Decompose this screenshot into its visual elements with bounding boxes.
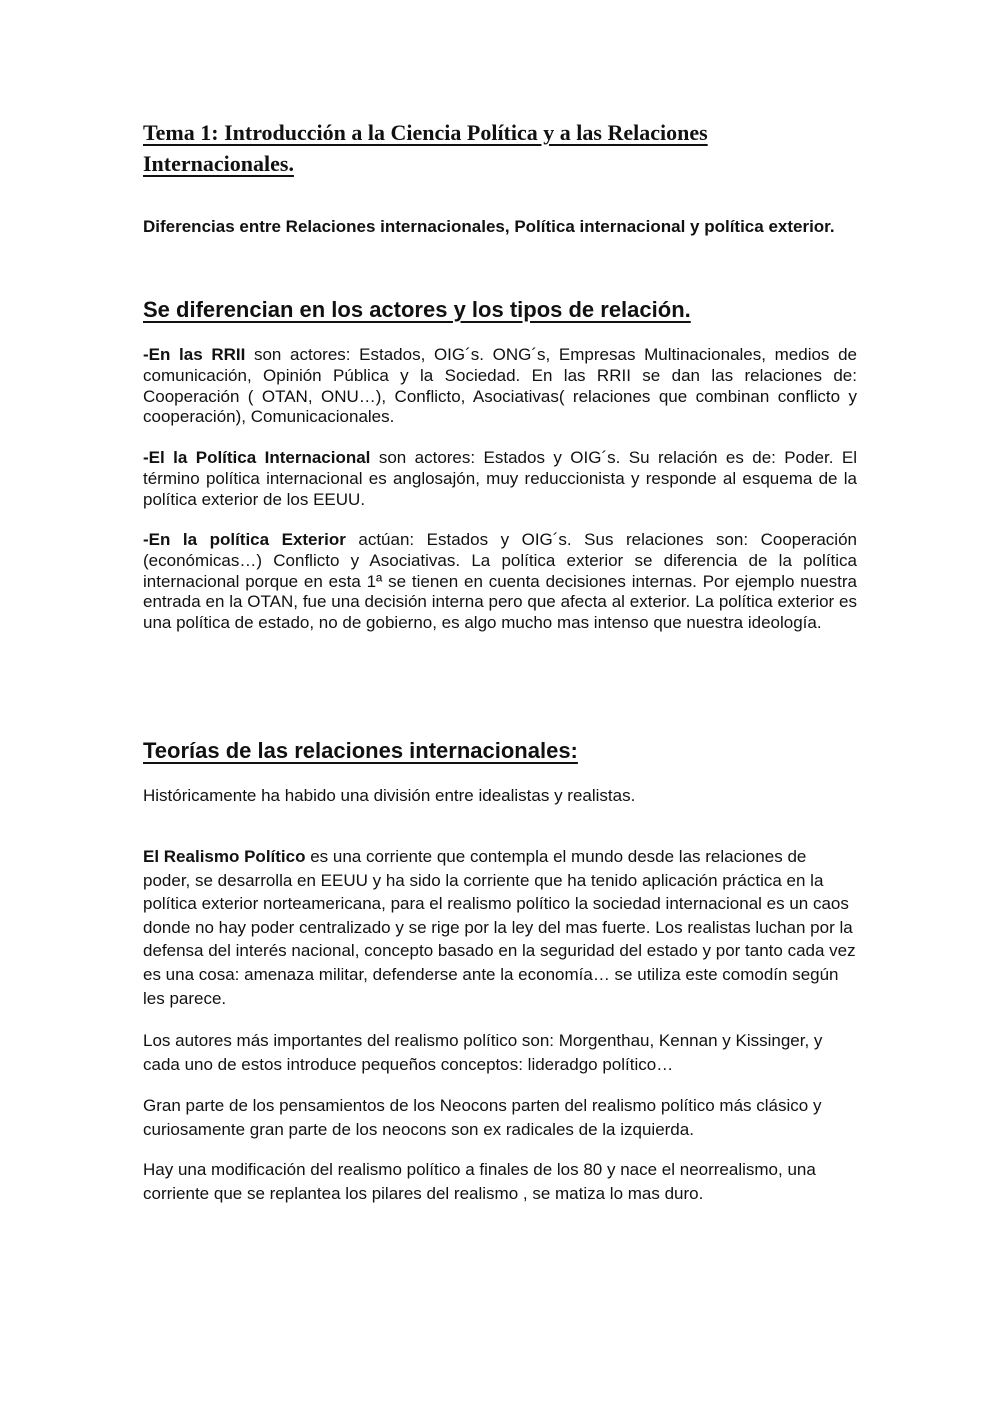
paragraph-rrii-text: son actores: Estados, OIG´s. ONG´s, Empresas Multinacionales, medios de comunicación, Opinión Pública y la Sociedad. En las RRII se dan las relaciones de: Cooperación ( OTAN, ONU…), Conflicto, Asociativas( relaciones que combinan conflicto y cooperación), Comunicacionales.: [143, 345, 857, 427]
document-title: Tema 1: Introducción a la Ciencia Política y a las Relaciones Internacionales.: [143, 120, 708, 176]
section-heading-theories: Teorías de las relaciones internacionales:: [143, 738, 578, 763]
paragraph-realismo-text: es una corriente que contempla el mundo desde las relaciones de poder, se desarrolla en EEUU y ha sido la corriente que ha tenido aplicación práctica en la política exterior norteamericana, para el realismo político la sociedad internacional es un caos donde no hay poder centralizado y se rige por la ley del mas fuerte. Los realistas luchan por la defensa del interés nacional, concepto basado en la seguridad del estado y por tanto cada vez es una cosa: amenaza militar, defenderse ante la economía… se utiliza este comodín según les parece.: [143, 847, 856, 1008]
paragraph-pi-lead: -El la Política Internacional: [143, 448, 371, 467]
paragraph-neorrealismo: Hay una modificación del realismo político a finales de los 80 y nace el neorrealismo, una corriente que se replantea los pilares del realismo , se matiza lo mas duro.: [143, 1160, 816, 1203]
paragraph-rrii: [143, 345, 857, 428]
document-subtitle: Diferencias entre Relaciones internacionales, Política internacional y política exterior.: [143, 217, 835, 236]
paragraph-pe-text: actúan: Estados y OIG´s. Sus relaciones son: Cooperación (económicas…) Conflicto y Asociativas. La política exterior se diferencia de la política internacional porque en esta 1ª se tienen en cuenta decisiones internas. Por ejemplo nuestra entrada en la OTAN, fue una decisión interna pero que afecta al exterior. La política exterior es una política de estado, no de gobierno, es algo mucho mas intenso que nuestra ideología.: [143, 530, 857, 633]
paragraph-realismo: [143, 845, 857, 1010]
paragraph-pi-text: son actores: Estados y OIG´s. Su relación es de: Poder. El término política internacional es anglosajón, muy reduccionista y responde al esquema de la política exterior de los EEUU.: [143, 448, 857, 509]
paragraph-pe-lead: -En la política Exterior: [143, 530, 346, 549]
paragraph-autores: Los autores más importantes del realismo político son: Morgenthau, Kennan y Kissinger, y cada uno de estos introduce pequeños conceptos: lideradgo político…: [143, 1031, 823, 1074]
paragraph-rrii-lead: -En las RRII: [143, 345, 246, 364]
paragraph-politica-internacional: [143, 448, 857, 510]
paragraph-realismo-lead: El Realismo Político: [143, 847, 306, 866]
paragraph-neocons: Gran parte de los pensamientos de los Neocons parten del realismo político más clásico y curiosamente gran parte de los neocons son ex radicales de la izquierda.: [143, 1096, 822, 1139]
paragraph-theories-intro: Históricamente ha habido una división entre idealistas y realistas.: [143, 786, 636, 805]
section-heading-actors: Se diferencian en los actores y los tipos de relación.: [143, 297, 691, 322]
paragraph-politica-exterior: [143, 530, 857, 634]
